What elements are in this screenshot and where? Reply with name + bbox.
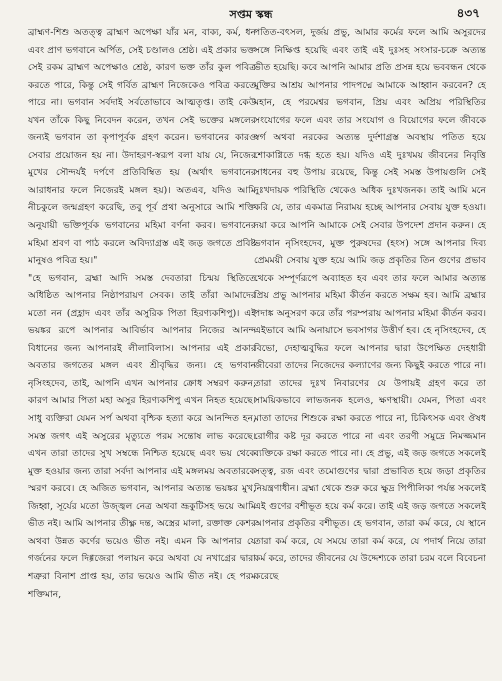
- page-number: ৪৩৭: [456, 6, 480, 20]
- paragraph: পতিত-বৎসল, দুর্জয় প্রভু, আমার কর্মের ফলে আমি অসুরদের সঙ্গে নিক্ষিপ্ত হয়েছি এবং তাই এই দুঃসহ সংসার-চক্রে অত্যন্ত ভীত হয়েছি। কবে আপনি আমার প্রতি প্রসন্ন হয়ে ভববন্ধন থেকে মুক্তির আশ্রয় আপনার পাদপদ্মে আমাকে আহ্বান করবেন? হে মহান, হে পরমেশ্বর ভগবান, প্রিয় এবং অপ্রিয় পরিস্থিতির সংযোগের ফলে এবং তার সংযোগ ও বিয়োগের ফলে জীবকে স্বর্গ অথবা নরকের অত্যন্ত দুর্দশাগ্রস্ত অবস্থায় পতিত হয়ে শোকাগ্নিতে দগ্ধ হতে হয়। যদিও এই দুঃখময় জীবনের নিবৃত্তি সাধনের বহু উপায় রয়েছে, কিন্তু সেই সমস্ত উপায়গুলি সেই দুঃখদায়ক পরিস্থিতি থেকেও অধিক দুঃখজনক। তাই আমি মনে করি যে, তার একমাত্র নিরাময় হচ্ছে আপনার সেবায় যুক্ত হওয়া। দয়া করে আপনি আমাকে সেই সেবার উপদেশ প্রদান করুন। হে ভগবান নৃসিংহদেব, মুক্ত পুরুষদের (হংস) সঙ্গে আপনার দিব্য প্রেমময়ী সেবায় যুক্ত হয়ে আমি জড় প্রকৃতির তিন গুণের প্রভাব থেকে সম্পূর্ণরূপে অব্যাহত হব এবং তার ফলে আমার অত্যন্ত প্রিয় প্রভু আপনার মহিমা কীর্তন করতে সক্ষম হব। আমি ব্রহ্মার পদাঙ্ক অনুসরণ করে তাঁর পরম্পরায় আপনার মহিমা কীর্তন করব। এইভাবে আমি অনায়াসে ভবসাগর উত্তীর্ণ হব। হে নৃসিংহদেব, হে বিভো, দেহাত্মবুদ্ধির ফলে আপনার দ্বারা উপেক্ষিত দেহধারী জীবেরা তাদের নিজেদের কল্যাণের জন্য কিছুই করতে পারে না। তারা তাদের দুঃখ নিবারণের যে উপায়ই গ্রহণ করে তা সাময়িকভাবে লাভজনক হলেও, ক্ষণস্থায়ী। যেমন, পিতা এবং মাতা তাদের শিশুকে রক্ষা করতে পারে না, চিকিৎসক এবং ঔষধ রোগীর কষ্ট দূর করতে পারে না এবং তরণী সমুদ্রে নিমজ্জমান ব্যক্তিকে রক্ষা করতে পারে না। হে প্রভু, এই জড় জগতে সকলেই সত্ত্ব, রজ এবং তমোগুণের দ্বারা প্রভাবিত হয়ে জড়া প্রকৃতির নিয়ন্ত্রণাধীন। ব্রহ্মা থেকে শুরু করে ক্ষুদ্র পিপীলিকা পর্যন্ত সকলেই এই গুণের বশীভূত হয়ে কর্ম করে। তাই এই জড় জগতে সকলেই আপনার প্রকৃতির বশীভূত। হে ভগবান, তারা কর্ম করে, যে স্থানে তারা কর্ম করে, যে সময়ে তারা কর্ম করে, যে পদার্থ নিয়ে তারা কর্ম করে, তাদের জীবনের যে উদ্দেশ্যকে তারা চরম বলে বিবেচনা করেছে: [254, 27, 486, 582]
- paragraph: "হে ভগবান, ব্রহ্মা আদি সমস্ত দেবতারা চিন্ময় স্থিতিতে অধিষ্ঠিত আপনার নিষ্ঠাপরায়ণ সেবক। তাই তাঁরা আমাদের মতো নন (প্রহ্লাদ এবং তাঁর অসুরিক পিতা হিরণ্যকশিপু)। এই ভয়ঙ্কর রূপে আপনার আবির্ভাব আপনার নিজের আনন্দ বিধানের জন্য আপনারই লীলাবিলাস। আপনার এই প্রকার অবতার জগতের মঙ্গল এবং শ্রীবৃদ্ধির জন্য। হে ভগবান নৃসিংহদেব, তাই, আপনি এখন আপনার ক্রোধ সম্বরণ করুন, কারণ আমার পিতা মহা অসুর হিরণ্যকশিপু এখন নিহত হয়েছে। সাধু ব্যক্তিরা যেমন সর্প অথবা বৃশ্চিক হত্যা করে আনন্দিত হন, সমস্ত জগৎ এই অসুরের মৃত্যুতে পরম সন্তোষ লাভ করেছে। এখন তারা তাদের সুখ সম্বন্ধে নিশ্চিত হয়েছে এবং ভয় থেকে মুক্ত হওয়ার জন্য তারা সর্বদা আপনার এই মঙ্গলময় অবতারকে স্মরণ করবে। হে অজিত ভগবান, আপনার অত্যন্ত ভয়ঙ্কর মুখ, জিহ্বা, সূর্যের মতো উজ্জ্বল নেত্র অথবা ভ্রূকুটিসহ ভয়ে আমি ভীত নই। আমি আপনার তীক্ষ্ণ দন্ত, অস্ত্রের মালা, রক্তাক্ত কেশর অথবা উন্নত কর্ণের ভয়েও ভীত নই। এমন কি আপনার যে গর্জনের ফলে দিগ্গজেরা পলায়ন করে অথবা যে নখাগ্রের দ্বারা শত্রুরা বিনাশ প্রাপ্ত হয়, তার ভয়েও আমি ভীত নই। হে পরম শক্তিমান,: [28, 272, 256, 600]
- running-header: [0, 5, 502, 21]
- paragraph: ব্রাহ্মণ-শিশু অতত্ত্ব ব্রাহ্মণ অপেক্ষা যাঁর মন, বাক্য, কর্ম, ধন এবং প্রাণ ভগবানে অর্পিত, সেই চণ্ডালও শ্রেষ্ঠ। এই প্রকার ভক্ত সেই রকম ব্রাহ্মণ অপেক্ষাও শ্রেষ্ঠ, কারণ ভক্ত তাঁর কুল পবিত্র করতে পারে, কিন্তু সেই গর্বিত ব্রাহ্মণ নিজেকেও পবিত্র করতে পারে না। ভগবান সর্বদাই সর্বতোভাবে আত্মতৃপ্ত। তাই কেউ যখন তাঁকে কিছু নিবেদন করেন, তখন সেই ভক্তের মঙ্গলের জন্যই ভগবান তা কৃপাপূর্বক গ্রহণ করেন। ভগবানের কারও সেবার প্রয়োজন হয় না। উদাহরণ-স্বরূপ বলা যায় যে, নিজের মুখের সৌন্দর্যই দর্পণে প্রতিবিম্বিত হয় (অর্থাৎ ভগবানের আরাধনার ফলে নিজেরই মঙ্গল হয়)। অতএব, যদিও আমি নীচকুলে জন্মগ্রহণ করেছি, তবু পূর্ব প্রথা অনুসারে আমি শক্তি অনুযায়ী ভক্তিপূর্বক ভগবানের মহিমা বর্ণনা করব। ভগবানের মহিমা শ্রবণ বা পাঠ করলে অবিদ্যাগ্রস্ত এই জড় জগতে প্রবিষ্ট মানুষও পবিত্র হয়।": [28, 27, 256, 267]
- right-column: [254, 24, 486, 674]
- left-column: [28, 24, 256, 674]
- chapter-title: সপ্তম স্কন্ধ: [229, 8, 273, 21]
